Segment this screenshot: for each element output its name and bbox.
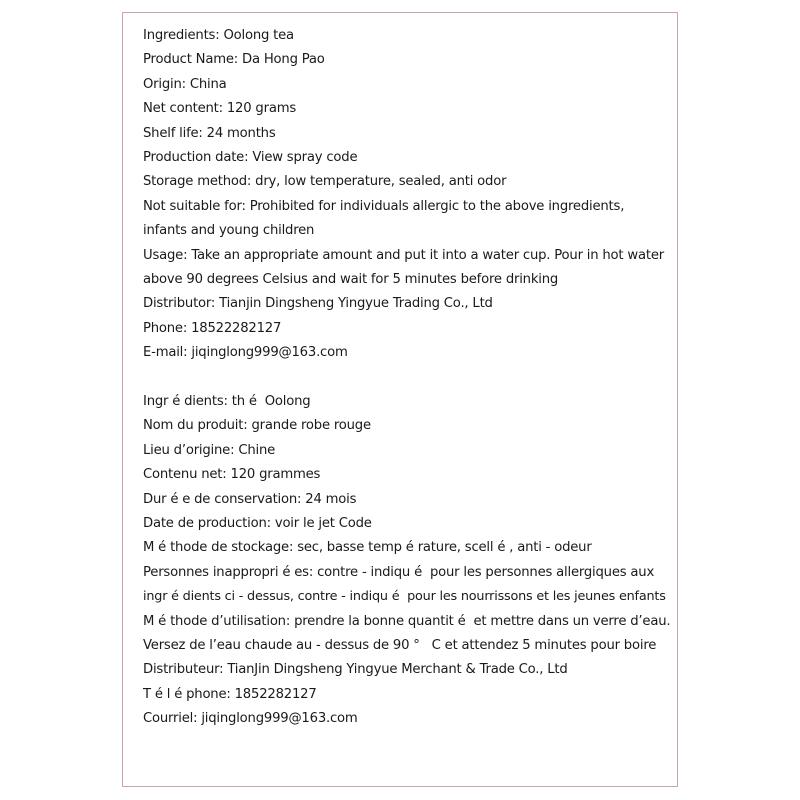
net-content-line: Net content: 120 grams <box>143 101 297 117</box>
shelf-life-line-fr: Dur é e de conservation: 24 mois <box>143 491 357 507</box>
ingredients-line-fr: Ingr é dients: th é Oolong <box>143 394 311 409</box>
french-label-text <box>143 390 673 731</box>
email-line: E-mail: jiqinglong999@163.com <box>143 345 348 361</box>
distributor-line-fr: Distributeur: TianJin Dingsheng Yingyue Merchant & Trade Co., Ltd <box>143 662 568 678</box>
not-suitable-line: Not suitable for: Prohibited for individuals allergic to the above ingredients, <box>143 198 625 214</box>
production-date-line: Production date: View spray code <box>143 149 358 165</box>
production-date-line-fr: Date de production: voir le jet Code <box>143 515 372 531</box>
origin-line: Origin: China <box>143 76 227 92</box>
product-label-card <box>122 12 678 787</box>
storage-method-line-fr: M é thode de stockage: sec, basse temp é rature, scell é , anti - odeur <box>143 540 592 556</box>
phone-line-fr: T é l é phone: 1852282127 <box>143 686 317 702</box>
usage-line: Usage: Take an appropriate amount and put it into a water cup. Pour in hot water <box>143 247 664 263</box>
net-content-line-fr: Contenu net: 120 grammes <box>143 467 321 483</box>
product-name-line: Product Name: Da Hong Pao <box>143 52 325 68</box>
not-suitable-line-cont: infants and young children <box>143 223 315 239</box>
not-suitable-line-fr: Personnes inappropri é es: contre - indiqu é pour les personnes allergiques aux <box>143 564 655 580</box>
ingredients-line: Ingredients: Oolong tea <box>143 28 294 43</box>
phone-line: Phone: 18522282127 <box>143 320 282 336</box>
usage-line-cont: above 90 degrees Celsius and wait for 5 minutes before drinking <box>143 271 559 287</box>
shelf-life-line: Shelf life: 24 months <box>143 125 276 141</box>
storage-method-line: Storage method: dry, low temperature, sealed, anti odor <box>143 174 507 190</box>
not-suitable-line-fr-cont: ingr é dients ci - dessus, contre - indiqu é pour les nourrissons et les jeunes enfants <box>143 589 666 605</box>
english-label-text <box>143 24 673 365</box>
usage-line-fr-cont: Versez de l’eau chaude au - dessus de 90 ° C et attendez 5 minutes pour boire <box>143 637 657 653</box>
origin-line-fr: Lieu d’origine: Chine <box>143 442 276 458</box>
distributor-line: Distributor: Tianjin Dingsheng Yingyue Trading Co., Ltd <box>143 296 493 312</box>
usage-line-fr: M é thode d’utilisation: prendre la bonne quantit é et mettre dans un verre d’eau. <box>143 613 671 629</box>
email-line-fr: Courriel: jiqinglong999@163.com <box>143 711 358 727</box>
product-name-line-fr: Nom du produit: grande robe rouge <box>143 418 371 434</box>
